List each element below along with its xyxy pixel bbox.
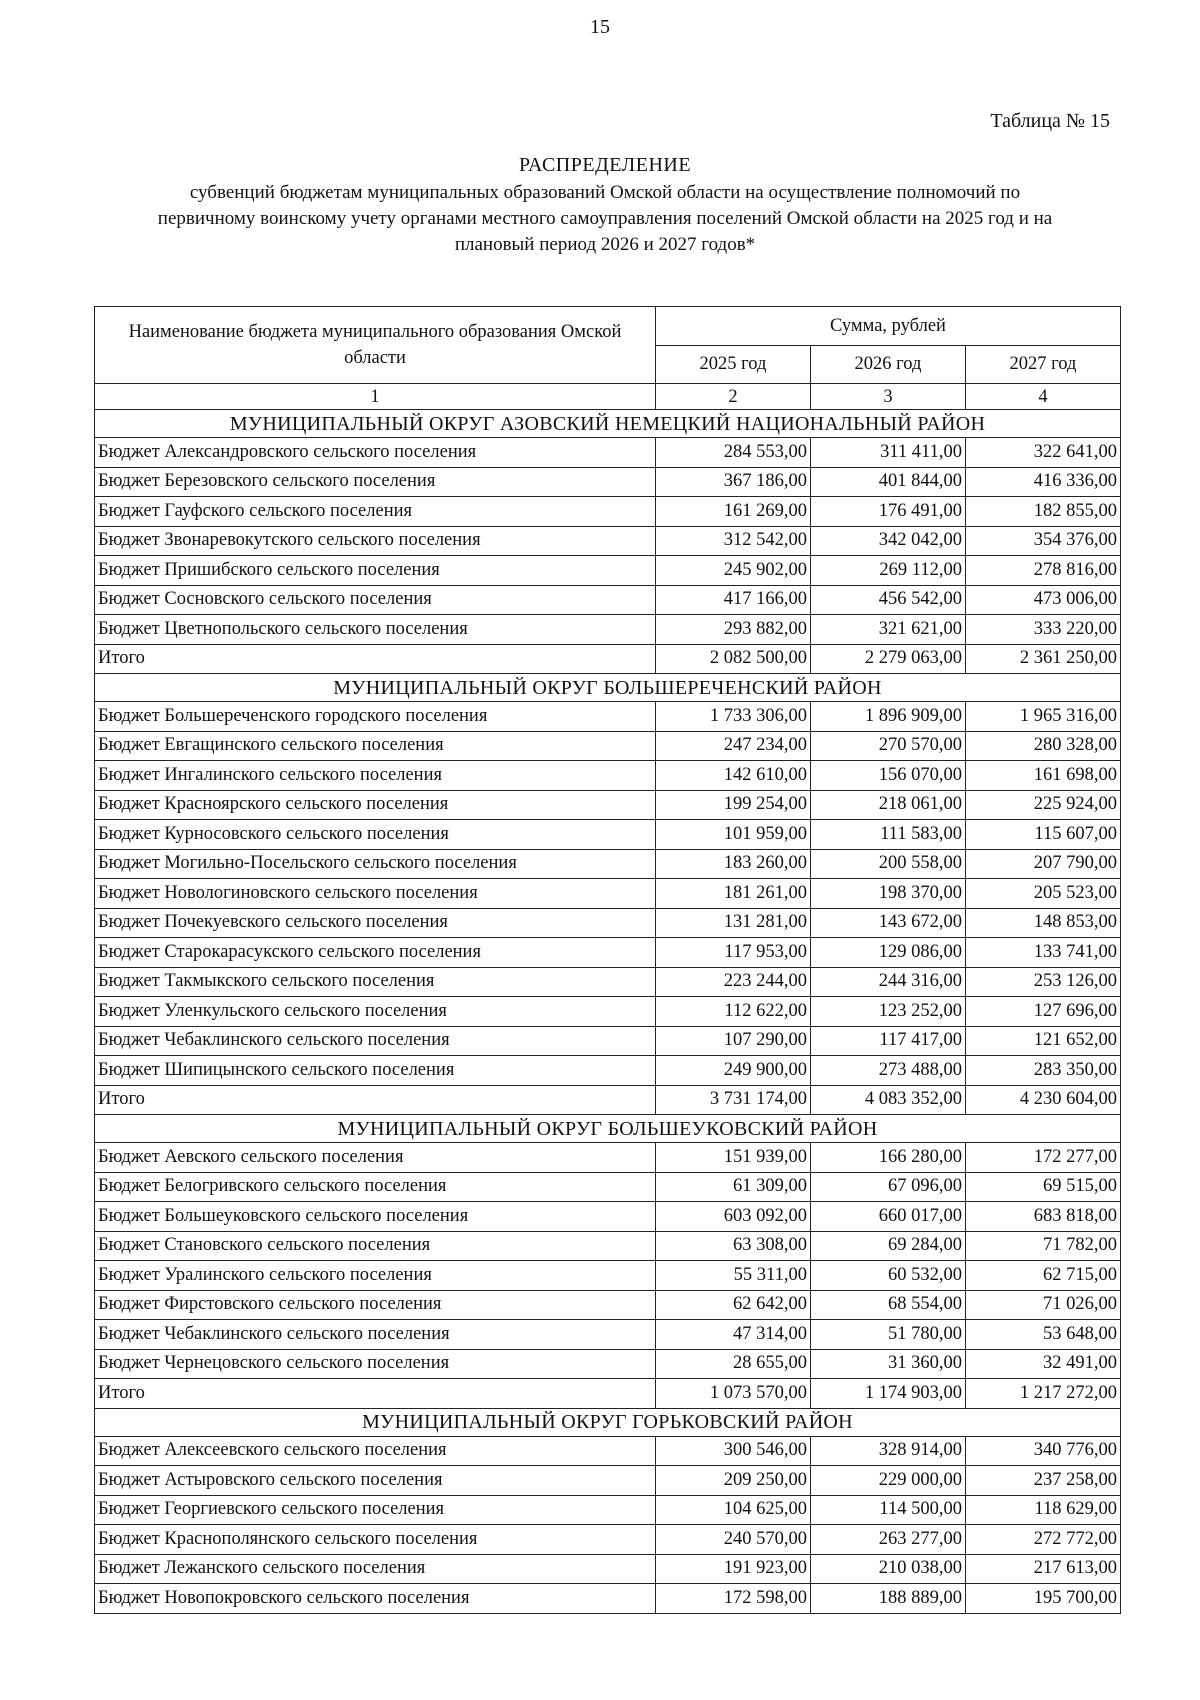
- section-header-row: [95, 410, 1121, 438]
- amount-2027-cell: 1 965 316,00: [966, 702, 1121, 732]
- header-year-2027: 2027 год: [966, 346, 1121, 384]
- amount-2026-cell: 60 532,00: [811, 1261, 966, 1291]
- budget-name-cell: Бюджет Уленкульского сельского поселения: [95, 997, 656, 1027]
- table-row: [95, 702, 1121, 732]
- amount-2027-cell: 272 772,00: [966, 1525, 1121, 1555]
- amount-2026-cell: 31 360,00: [811, 1349, 966, 1379]
- column-number: 1: [95, 384, 656, 410]
- header-sum: Сумма, рублей: [656, 307, 1121, 346]
- amount-2026-cell: 4 083 352,00: [811, 1085, 966, 1115]
- budget-name-cell: Бюджет Цветнопольского сельского поселения: [95, 615, 656, 645]
- amount-2027-cell: 127 696,00: [966, 997, 1121, 1027]
- amount-2027-cell: 225 924,00: [966, 790, 1121, 820]
- amount-2026-cell: 269 112,00: [811, 556, 966, 586]
- amount-2026-cell: 229 000,00: [811, 1466, 966, 1496]
- table-row: [95, 1379, 1121, 1409]
- budget-name-cell: Бюджет Становского сельского поселения: [95, 1231, 656, 1261]
- header-name: Наименование бюджета муниципального образования Омской области: [95, 307, 656, 384]
- budget-name-cell: Бюджет Александровского сельского поселения: [95, 438, 656, 468]
- budget-name-cell: Бюджет Такмыкского сельского поселения: [95, 967, 656, 997]
- amount-2025-cell: 247 234,00: [656, 731, 811, 761]
- section-title: МУНИЦИПАЛЬНЫЙ ОКРУГ БОЛЬШЕУКОВСКИЙ РАЙОН: [95, 1115, 1121, 1143]
- budget-name-cell: Бюджет Чебаклинского сельского поселения: [95, 1320, 656, 1350]
- table-row: [95, 644, 1121, 674]
- budget-name-cell: Бюджет Старокарасукского сельского поселения: [95, 938, 656, 968]
- amount-2026-cell: 273 488,00: [811, 1056, 966, 1086]
- amount-2025-cell: 223 244,00: [656, 967, 811, 997]
- amount-2025-cell: 172 598,00: [656, 1584, 811, 1614]
- amount-2027-cell: 32 491,00: [966, 1349, 1121, 1379]
- amount-2027-cell: 217 613,00: [966, 1554, 1121, 1584]
- amount-2025-cell: 199 254,00: [656, 790, 811, 820]
- amount-2026-cell: 129 086,00: [811, 938, 966, 968]
- budget-name-cell: Бюджет Гауфского сельского поселения: [95, 497, 656, 527]
- amount-2025-cell: 293 882,00: [656, 615, 811, 645]
- amount-2026-cell: 342 042,00: [811, 526, 966, 556]
- budget-name-cell: Бюджет Новологиновского сельского поселения: [95, 879, 656, 909]
- amount-2025-cell: 61 309,00: [656, 1172, 811, 1202]
- amount-2027-cell: 195 700,00: [966, 1584, 1121, 1614]
- amount-2026-cell: 321 621,00: [811, 615, 966, 645]
- amount-2025-cell: 300 546,00: [656, 1436, 811, 1466]
- budget-name-cell: Бюджет Алексеевского сельского поселения: [95, 1436, 656, 1466]
- budget-name-cell: Бюджет Большеуковского сельского поселения: [95, 1202, 656, 1232]
- table-row: [95, 1056, 1121, 1086]
- amount-2025-cell: 245 902,00: [656, 556, 811, 586]
- amount-2027-cell: 253 126,00: [966, 967, 1121, 997]
- amount-2026-cell: 263 277,00: [811, 1525, 966, 1555]
- amount-2026-cell: 210 038,00: [811, 1554, 966, 1584]
- amount-2027-cell: 283 350,00: [966, 1056, 1121, 1086]
- title-line-3: плановый период 2026 и 2027 годов*: [454, 234, 756, 255]
- amount-2025-cell: 117 953,00: [656, 938, 811, 968]
- amount-2026-cell: 166 280,00: [811, 1143, 966, 1173]
- amount-2025-cell: 104 625,00: [656, 1495, 811, 1525]
- amount-2025-cell: 63 308,00: [656, 1231, 811, 1261]
- section-header-row: [95, 1115, 1121, 1143]
- amount-2026-cell: 123 252,00: [811, 997, 966, 1027]
- amount-2027-cell: 71 026,00: [966, 1290, 1121, 1320]
- section-title: МУНИЦИПАЛЬНЫЙ ОКРУГ БОЛЬШЕРЕЧЕНСКИЙ РАЙОН: [95, 674, 1121, 702]
- amount-2025-cell: 240 570,00: [656, 1525, 811, 1555]
- column-number: 3: [811, 384, 966, 410]
- table-row: [95, 1584, 1121, 1614]
- budget-name-cell: Бюджет Большереченского городского поселения: [95, 702, 656, 732]
- budget-name-cell: Бюджет Звонаревокутского сельского поселения: [95, 526, 656, 556]
- amount-2026-cell: 176 491,00: [811, 497, 966, 527]
- amount-2025-cell: 2 082 500,00: [656, 644, 811, 674]
- table-row: [95, 1554, 1121, 1584]
- title-line-2: первичному воинскому учету органами местного самоуправления поселений Омской области на 2025 год и на: [157, 208, 1053, 229]
- table-row: [95, 761, 1121, 791]
- amount-2026-cell: 244 316,00: [811, 967, 966, 997]
- amount-2026-cell: 270 570,00: [811, 731, 966, 761]
- budget-name-cell: Бюджет Курносовского сельского поселения: [95, 820, 656, 850]
- amount-2025-cell: 209 250,00: [656, 1466, 811, 1496]
- amount-2025-cell: 62 642,00: [656, 1290, 811, 1320]
- amount-2027-cell: 322 641,00: [966, 438, 1121, 468]
- table-row: [95, 1436, 1121, 1466]
- amount-2026-cell: 456 542,00: [811, 585, 966, 615]
- amount-2025-cell: 1 733 306,00: [656, 702, 811, 732]
- budget-name-cell: Бюджет Лежанского сельского поселения: [95, 1554, 656, 1584]
- amount-2025-cell: 107 290,00: [656, 1026, 811, 1056]
- amount-2027-cell: 278 816,00: [966, 556, 1121, 586]
- budget-name-cell: Бюджет Чернецовского сельского поселения: [95, 1349, 656, 1379]
- budget-name-cell: Бюджет Белогривского сельского поселения: [95, 1172, 656, 1202]
- amount-2027-cell: 182 855,00: [966, 497, 1121, 527]
- table-row: [95, 1231, 1121, 1261]
- table-row: [95, 585, 1121, 615]
- title-line-1: субвенций бюджетам муниципальных образований Омской области на осуществление полномочий по: [189, 182, 1021, 203]
- table-row: [95, 879, 1121, 909]
- amount-2027-cell: 62 715,00: [966, 1261, 1121, 1291]
- budget-name-cell: Бюджет Евгащинского сельского поселения: [95, 731, 656, 761]
- table-label: Таблица № 15: [990, 110, 1110, 132]
- amount-2025-cell: 101 959,00: [656, 820, 811, 850]
- budget-name-cell: Бюджет Астыровского сельского поселения: [95, 1466, 656, 1496]
- amount-2025-cell: 28 655,00: [656, 1349, 811, 1379]
- section-header-row: [95, 1408, 1121, 1436]
- budget-name-cell: Бюджет Красноярского сельского поселения: [95, 790, 656, 820]
- amount-2026-cell: 401 844,00: [811, 467, 966, 497]
- amount-2025-cell: 183 260,00: [656, 849, 811, 879]
- subvention-table: [94, 306, 1121, 1614]
- budget-name-cell: Бюджет Георгиевского сельского поселения: [95, 1495, 656, 1525]
- section-header-row: [95, 674, 1121, 702]
- amount-2026-cell: 218 061,00: [811, 790, 966, 820]
- amount-2027-cell: 121 652,00: [966, 1026, 1121, 1056]
- table-row: [95, 526, 1121, 556]
- table-row: [95, 1026, 1121, 1056]
- amount-2027-cell: 333 220,00: [966, 615, 1121, 645]
- table-row: [95, 1349, 1121, 1379]
- budget-name-cell: Бюджет Шипицынского сельского поселения: [95, 1056, 656, 1086]
- table-row: [95, 1085, 1121, 1115]
- table-row: [95, 820, 1121, 850]
- amount-2026-cell: 51 780,00: [811, 1320, 966, 1350]
- amount-2025-cell: 312 542,00: [656, 526, 811, 556]
- amount-2026-cell: 68 554,00: [811, 1290, 966, 1320]
- budget-name-cell: Бюджет Новопокровского сельского поселения: [95, 1584, 656, 1614]
- amount-2026-cell: 198 370,00: [811, 879, 966, 909]
- table-row: [95, 615, 1121, 645]
- amount-2027-cell: 172 277,00: [966, 1143, 1121, 1173]
- amount-2027-cell: 416 336,00: [966, 467, 1121, 497]
- table-row: [95, 1525, 1121, 1555]
- amount-2026-cell: 114 500,00: [811, 1495, 966, 1525]
- budget-name-cell: Итого: [95, 644, 656, 674]
- table-row: [95, 1261, 1121, 1291]
- budget-name-cell: Бюджет Сосновского сельского поселения: [95, 585, 656, 615]
- amount-2026-cell: 328 914,00: [811, 1436, 966, 1466]
- amount-2026-cell: 67 096,00: [811, 1172, 966, 1202]
- amount-2026-cell: 69 284,00: [811, 1231, 966, 1261]
- amount-2025-cell: 181 261,00: [656, 879, 811, 909]
- amount-2027-cell: 161 698,00: [966, 761, 1121, 791]
- budget-name-cell: Бюджет Ингалинского сельского поселения: [95, 761, 656, 791]
- budget-name-cell: Бюджет Уралинского сельского поселения: [95, 1261, 656, 1291]
- amount-2025-cell: 47 314,00: [656, 1320, 811, 1350]
- table-row: [95, 997, 1121, 1027]
- section-title: МУНИЦИПАЛЬНЫЙ ОКРУГ ГОРЬКОВСКИЙ РАЙОН: [95, 1408, 1121, 1436]
- amount-2025-cell: 417 166,00: [656, 585, 811, 615]
- amount-2025-cell: 191 923,00: [656, 1554, 811, 1584]
- amount-2027-cell: 4 230 604,00: [966, 1085, 1121, 1115]
- budget-name-cell: Бюджет Чебаклинского сельского поселения: [95, 1026, 656, 1056]
- header-year-2026: 2026 год: [811, 346, 966, 384]
- table-row: [95, 1466, 1121, 1496]
- amount-2026-cell: 143 672,00: [811, 908, 966, 938]
- amount-2025-cell: 1 073 570,00: [656, 1379, 811, 1409]
- amount-2025-cell: 55 311,00: [656, 1261, 811, 1291]
- budget-name-cell: Итого: [95, 1379, 656, 1409]
- table-row: [95, 790, 1121, 820]
- table-row: [95, 849, 1121, 879]
- amount-2025-cell: 142 610,00: [656, 761, 811, 791]
- amount-2027-cell: 683 818,00: [966, 1202, 1121, 1232]
- budget-name-cell: Бюджет Фирстовского сельского поселения: [95, 1290, 656, 1320]
- table-row: [95, 908, 1121, 938]
- amount-2026-cell: 111 583,00: [811, 820, 966, 850]
- amount-2027-cell: 71 782,00: [966, 1231, 1121, 1261]
- table-row: [95, 556, 1121, 586]
- column-number: 4: [966, 384, 1121, 410]
- amount-2025-cell: 284 553,00: [656, 438, 811, 468]
- amount-2027-cell: 354 376,00: [966, 526, 1121, 556]
- amount-2026-cell: 117 417,00: [811, 1026, 966, 1056]
- amount-2026-cell: 660 017,00: [811, 1202, 966, 1232]
- amount-2025-cell: 603 092,00: [656, 1202, 811, 1232]
- table-row: [95, 438, 1121, 468]
- page-number: 15: [590, 16, 610, 38]
- amount-2025-cell: 367 186,00: [656, 467, 811, 497]
- amount-2026-cell: 2 279 063,00: [811, 644, 966, 674]
- budget-name-cell: Бюджет Березовского сельского поселения: [95, 467, 656, 497]
- amount-2026-cell: 156 070,00: [811, 761, 966, 791]
- budget-name-cell: Бюджет Почекуевского сельского поселения: [95, 908, 656, 938]
- amount-2025-cell: 161 269,00: [656, 497, 811, 527]
- amount-2026-cell: 188 889,00: [811, 1584, 966, 1614]
- table-row: [95, 1202, 1121, 1232]
- table-body: [95, 410, 1121, 1614]
- section-title: МУНИЦИПАЛЬНЫЙ ОКРУГ АЗОВСКИЙ НЕМЕЦКИЙ НАЦИОНАЛЬНЫЙ РАЙОН: [95, 410, 1121, 438]
- amount-2027-cell: 133 741,00: [966, 938, 1121, 968]
- amount-2027-cell: 2 361 250,00: [966, 644, 1121, 674]
- budget-name-cell: Бюджет Аевского сельского поселения: [95, 1143, 656, 1173]
- title-heading: РАСПРЕДЕЛЕНИЕ: [518, 154, 692, 176]
- amount-2027-cell: 205 523,00: [966, 879, 1121, 909]
- budget-name-cell: Бюджет Краснополянского сельского поселения: [95, 1525, 656, 1555]
- amount-2026-cell: 1 896 909,00: [811, 702, 966, 732]
- table-row: [95, 1143, 1121, 1173]
- amount-2027-cell: 237 258,00: [966, 1466, 1121, 1496]
- amount-2025-cell: 112 622,00: [656, 997, 811, 1027]
- table-row: [95, 1495, 1121, 1525]
- amount-2027-cell: 207 790,00: [966, 849, 1121, 879]
- column-number-row: [95, 384, 1121, 410]
- budget-name-cell: Бюджет Могильно-Посельского сельского поселения: [95, 849, 656, 879]
- column-number: 2: [656, 384, 811, 410]
- amount-2027-cell: 53 648,00: [966, 1320, 1121, 1350]
- amount-2026-cell: 1 174 903,00: [811, 1379, 966, 1409]
- table-row: [95, 938, 1121, 968]
- amount-2027-cell: 280 328,00: [966, 731, 1121, 761]
- budget-name-cell: Бюджет Пришибского сельского поселения: [95, 556, 656, 586]
- table-row: [95, 1172, 1121, 1202]
- amount-2025-cell: 151 939,00: [656, 1143, 811, 1173]
- budget-name-cell: Итого: [95, 1085, 656, 1115]
- amount-2026-cell: 311 411,00: [811, 438, 966, 468]
- amount-2025-cell: 131 281,00: [656, 908, 811, 938]
- table-row: [95, 467, 1121, 497]
- amount-2025-cell: 3 731 174,00: [656, 1085, 811, 1115]
- document-title: [110, 152, 1100, 258]
- amount-2027-cell: 69 515,00: [966, 1172, 1121, 1202]
- header-row: [95, 307, 1121, 346]
- table-row: [95, 1290, 1121, 1320]
- table-row: [95, 497, 1121, 527]
- amount-2027-cell: 1 217 272,00: [966, 1379, 1121, 1409]
- header-year-2025: 2025 год: [656, 346, 811, 384]
- table-row: [95, 967, 1121, 997]
- table-row: [95, 731, 1121, 761]
- amount-2027-cell: 340 776,00: [966, 1436, 1121, 1466]
- amount-2027-cell: 115 607,00: [966, 820, 1121, 850]
- amount-2027-cell: 148 853,00: [966, 908, 1121, 938]
- amount-2026-cell: 200 558,00: [811, 849, 966, 879]
- amount-2025-cell: 249 900,00: [656, 1056, 811, 1086]
- amount-2027-cell: 118 629,00: [966, 1495, 1121, 1525]
- amount-2027-cell: 473 006,00: [966, 585, 1121, 615]
- table-row: [95, 1320, 1121, 1350]
